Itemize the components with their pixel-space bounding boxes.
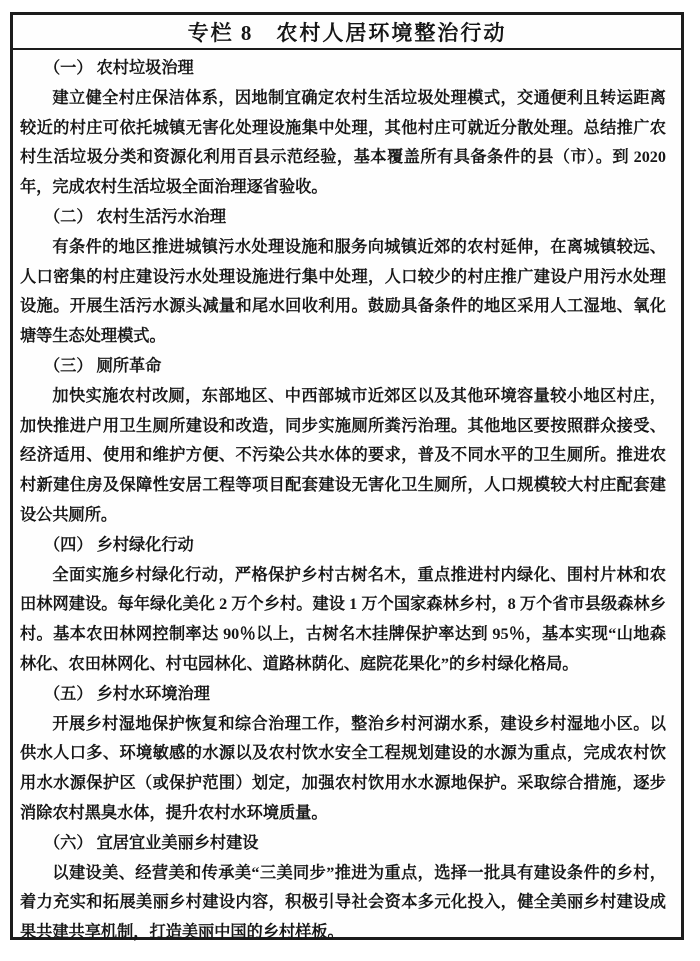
section-village-greening bbox=[20, 531, 666, 680]
section-paragraph: 全面实施乡村绿化行动，严格保护乡村古树名木，重点推进村内绿化、围村片林和农田林网建设。每年绿化美化 2 万个乡村。建设 1 万个国家森林乡村，8 万个省市县级森林乡村。基本农田林网控制率达 90％以上，古树名木挂牌保护率达到 95％，基本实现“山地森林化、农田林网化、村屯园林化、道路林荫化、庭院花果化”的乡村绿化格局。 bbox=[20, 565, 666, 673]
section-paragraph: 加快实施农村改厕，东部地区、中西部城市近郊区以及其他环境容量较小地区村庄，加快推进户用卫生厕所建设和改造，同步实施厕所粪污治理。其他地区要按照群众接受、经济适用、使用和维护方便、不污染公共水体的要求，普及不同水平的卫生厕所。推进农村新建住房及保障性安居工程等项目配套建设无害化卫生厕所，人口规模较大村庄配套建设公共厕所。 bbox=[20, 386, 666, 524]
column-box bbox=[10, 12, 684, 940]
section-paragraph: 建立健全村庄保洁体系，因地制宜确定农村生活垃圾处理模式，交通便利且转运距离较近的村庄可依托城镇无害化处理设施集中处理，其他村庄可就近分散处理。总结推广农村生活垃圾分类和资源化利用百县示范经验，基本覆盖所有具备条件的县（市）。到 2020 年，完成农村生活垃圾全面治理逐省验收。 bbox=[20, 88, 671, 197]
section-heading: （四） 乡村绿化行动 bbox=[44, 535, 194, 554]
section-heading: （一） 农村垃圾治理 bbox=[44, 59, 194, 77]
section-heading: （三） 厕所革命 bbox=[44, 356, 162, 375]
section-water-environment bbox=[20, 680, 666, 829]
section-beautiful-village bbox=[20, 829, 666, 948]
section-sewage-treatment bbox=[20, 203, 666, 352]
section-toilet-revolution bbox=[20, 352, 666, 531]
section-heading: （二） 农村生活污水治理 bbox=[44, 207, 227, 226]
column-title: 专栏 8 农村人居环境整治行动 bbox=[13, 15, 681, 50]
section-heading: （六） 宜居宜业美丽乡村建设 bbox=[44, 833, 259, 852]
section-rural-garbage bbox=[20, 54, 671, 203]
section-heading: （五） 乡村水环境治理 bbox=[44, 684, 210, 703]
section-paragraph: 开展乡村湿地保护恢复和综合治理工作，整治乡村河湖水系，建设乡村湿地小区。以供水人口多、环境敏感的水源以及农村饮水安全工程规划建设的水源为重点，完成农村饮用水水源保护区（或保护范围）划定，加强农村饮用水水源地保护。采取综合措施，逐步消除农村黑臭水体，提升农村水环境质量。 bbox=[20, 714, 666, 822]
column-body bbox=[13, 50, 681, 948]
section-paragraph: 有条件的地区推进城镇污水处理设施和服务向城镇近郊的农村延伸，在离城镇较远、人口密集的村庄建设污水处理设施进行集中处理，人口较少的村庄推广建设户用污水处理设施。开展生活污水源头减量和尾水回收利用。鼓励具备条件的地区采用人工湿地、氧化塘等生态处理模式。 bbox=[20, 237, 666, 346]
section-paragraph: 以建设美、经营美和传承美“三美同步”推进为重点，选择一批具有建设条件的乡村，着力充实和拓展美丽乡村建设内容，积极引导社会资本多元化投入，健全美丽乡村建设成果共建共享机制，打造美丽中国的乡村样板。 bbox=[20, 863, 666, 942]
